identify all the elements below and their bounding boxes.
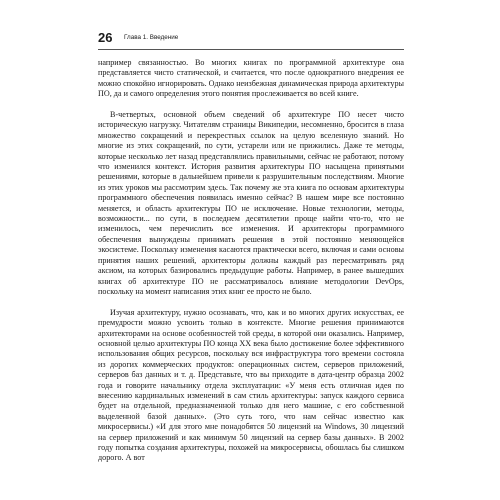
header-divider [98, 49, 404, 50]
paragraph: В-четвертых, основной объем сведений об архитектуре ПО несет чисто историческую нагрузку. Читателям страницы Википедии, несомненно, бросится в глаза множество сокращений и перекрестных ссылок на целую вселенную знаний. Но многие из этих сокращений, по сути, устарели или не прижились. Даже те методы, которые несколько лет назад представлялись правильными, сейчас не работают, потому что изменился контекст. История развития архитектуры ПО насыщена принятыми решениями, которые в дальнейшем привели к разрушительным последствиям. Многие из этих уроков мы рассмотрим здесь. Так почему же эта книга по основам архитектуры программного обеспечения появилась именно сейчас? В нашем мире все постоянно меняется, и область архитектуры ПО не исключение. Новые технологии, методы, возможности... по сути, в последнем десятилетии проще найти что-то, что не изменилось, чем перечислить все изменения. И архитекторы программного обеспечения вынуждены принимать решения в этой постоянно меняющейся экосистеме. Поскольку изменения касаются практически всего, включая и сами основы принятия наших решений, архитекторы должны каждый раз пересматривать ряд аксиом, на которых базировались предыдущие работы. Например, в ранее вышедших книгах об архитектуре ПО не рассматривалось влияние методологии DevOps, поскольку на момент написания этих книг ее просто не было. [98, 110, 404, 296]
paragraph: например связанностью. Во многих книгах по программной архитектуре она представляется чисто статической, и считается, что после однократного внедрения ее можно спокойно игнорировать. Однако неизбежная динамическая природа архитектуры ПО, да и самого определения этого понятия прослеживается во всей книге. [98, 58, 404, 99]
page-body [98, 58, 404, 464]
running-header [98, 32, 404, 46]
chapter-title: Глава 1. Введение [124, 34, 179, 41]
paragraph: Изучая архитектуру, нужно осознавать, что, как и во многих других искусствах, ее премудрости можно усвоить только в контексте. Многие решения принимаются архитекторами на основе особенностей той среды, в которой они оказались. Например, основной целью архитектуры ПО конца XX века было достижение более эффективного использования общих ресурсов, поскольку вся инфраструктура того времени состояла из дорогих коммерческих продуктов: операционных систем, серверов приложений, серверов баз данных и т. д. Представьте, что вы приходите в дата-центр образца 2002 года и говорите начальнику отдела эксплуатации: «У меня есть отличная идея по внесению кардинальных изменений в сам стиль архитектуры: запуск каждого сервиса будет на отдельной, предназначенной только для него машине, с его собственной выделенной базой данных». (Это суть того, что нам сейчас известно как микросервисы.) «И для этого мне понадобятся 50 лицензий на Windows, 30 лицензий на сервер приложений и как минимум 50 лицензий на сервер базы данных». В 2002 году попытка создания архитектуры, похожей на микросервисы, обошлась бы слишком дорого. А вот [98, 307, 404, 463]
page-number: 26 [98, 30, 113, 45]
